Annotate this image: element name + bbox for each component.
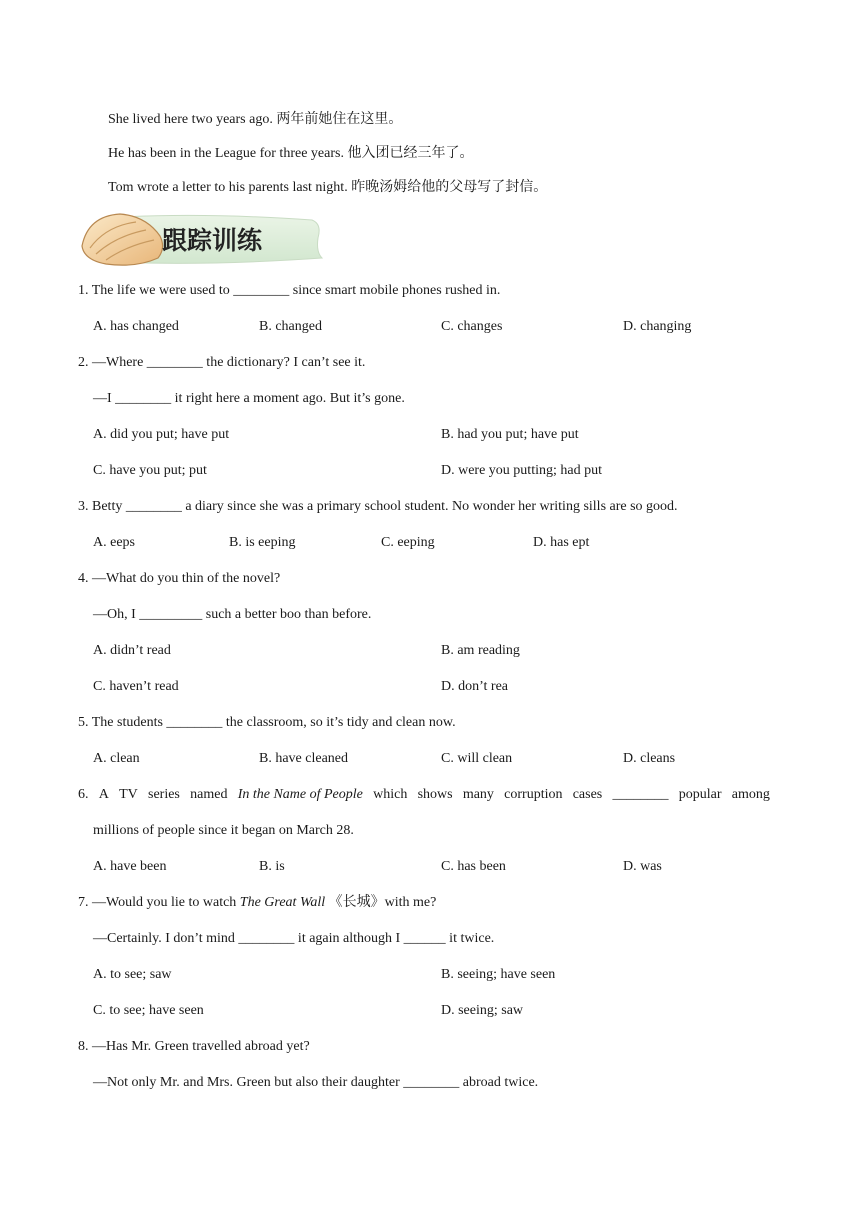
question-8-stem-2: —Not only Mr. and Mrs. Green but also their daughter ________ abroad twice. xyxy=(93,1075,539,1090)
question-6-stem xyxy=(78,786,770,804)
question-1-stem: 1. The life we were used to ________ since smart mobile phones rushed in. xyxy=(78,283,501,298)
q1-option-c: C. changes xyxy=(441,319,503,334)
q3-option-c: C. eeping xyxy=(381,535,435,550)
q6-word: named xyxy=(190,787,228,802)
question-4-stem: 4. —What do you thin of the novel? xyxy=(78,571,281,586)
example-sentence-3: Tom wrote a letter to his parents last night. 昨晚汤姆给他的父母写了封信。 xyxy=(108,180,548,195)
q4-option-a: A. didn’t read xyxy=(93,643,171,658)
question-4-stem-2: —Oh, I _________ such a better boo than before. xyxy=(93,607,372,622)
q2-option-b: B. had you put; have put xyxy=(441,427,579,442)
q5-option-d: D. cleans xyxy=(623,751,676,766)
q1-option-d: D. changing xyxy=(623,319,692,334)
q7-option-a: A. to see; saw xyxy=(93,967,172,982)
example-sentence-1: She lived here two years ago. 两年前她住在这里。 xyxy=(108,112,403,127)
q6-word: popular xyxy=(678,787,722,802)
q5-option-b: B. have cleaned xyxy=(259,751,349,766)
q2-option-c: C. have you put; put xyxy=(93,463,207,478)
question-5-stem: 5. The students ________ the classroom, so it’s tidy and clean now. xyxy=(78,715,456,730)
q3-option-b: B. is eeping xyxy=(229,535,296,550)
question-2-stem-2: —I ________ it right here a moment ago. But it’s gone. xyxy=(93,391,405,406)
q6-word: series xyxy=(148,787,180,802)
q6-word: cases xyxy=(572,787,603,802)
q7-option-c: C. to see; have seen xyxy=(93,1003,204,1018)
q6-option-a: A. have been xyxy=(93,859,167,874)
q6-word: among xyxy=(731,787,770,802)
q3-option-a: A. eeps xyxy=(93,535,135,550)
question-2-stem: 2. —Where ________ the dictionary? I can’t see it. xyxy=(78,355,366,370)
q2-option-a: A. did you put; have put xyxy=(93,427,230,442)
q4-option-b: B. am reading xyxy=(441,643,520,658)
q6-option-c: C. has been xyxy=(441,859,506,874)
section-title: 跟踪训练 xyxy=(162,226,263,255)
q2-option-d: D. were you putting; had put xyxy=(441,463,602,478)
question-7-stem-2: —Certainly. I don’t mind ________ it again although I ______ it twice. xyxy=(93,931,495,946)
q4-option-d: D. don’t rea xyxy=(441,679,508,694)
q7-title-italic: The Great Wall xyxy=(239,895,326,910)
q6-word: many xyxy=(462,787,494,802)
q6-word: TV xyxy=(119,787,138,802)
q5-option-c: C. will clean xyxy=(441,751,513,766)
question-8-stem: 8. —Has Mr. Green travelled abroad yet? xyxy=(78,1039,310,1054)
q1-option-a: A. has changed xyxy=(93,319,179,334)
q7-option-d: D. seeing; saw xyxy=(441,1003,524,1018)
example-sentence-2: He has been in the League for three years. 他入团已经三年了。 xyxy=(108,146,474,161)
q6-word: 6. xyxy=(78,787,89,802)
q6-option-b: B. is xyxy=(259,859,285,874)
q5-option-a: A. clean xyxy=(93,751,140,766)
q4-option-c: C. haven’t read xyxy=(93,679,179,694)
q6-word: shows xyxy=(417,787,453,802)
shell-banner-icon xyxy=(76,206,324,270)
q6-option-d: D. was xyxy=(623,859,662,874)
q3-option-d: D. has ept xyxy=(533,535,590,550)
q7-option-b: B. seeing; have seen xyxy=(441,967,556,982)
q7-stem-part: 7. —Would you lie to watch xyxy=(78,895,240,910)
section-banner xyxy=(76,206,324,270)
q6-blank: ________ xyxy=(612,787,669,802)
question-7-stem xyxy=(78,894,436,912)
q6-title-italic: In the Name of People xyxy=(237,787,363,802)
q7-stem-part: 《长城》with me? xyxy=(325,895,437,910)
q1-option-b: B. changed xyxy=(259,319,322,334)
q6-word: A xyxy=(98,787,109,802)
question-3-stem: 3. Betty ________ a diary since she was a primary school student. No wonder her writing sills are so good. xyxy=(78,499,678,514)
question-6-stem-2: millions of people since it began on March 28. xyxy=(93,823,354,838)
q6-word: corruption xyxy=(504,787,563,802)
q6-word: which xyxy=(373,787,408,802)
